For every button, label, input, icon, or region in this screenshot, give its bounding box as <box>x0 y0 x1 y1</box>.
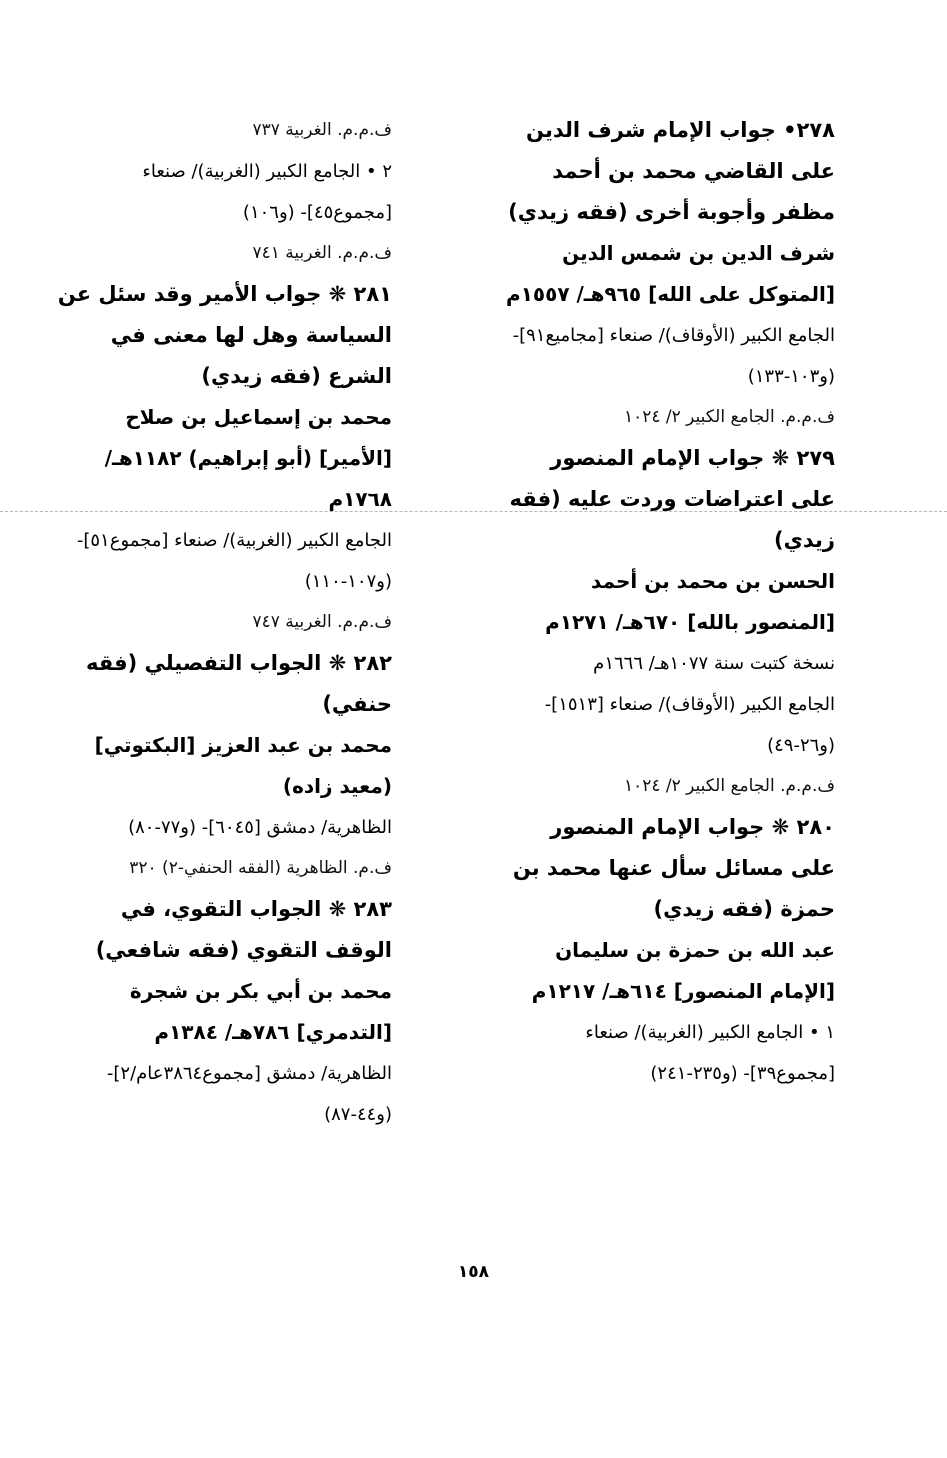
entry-author: شرف الدين بن شمس الدين [المتوكل على الله] ٩٦٥هـ/ ١٥٥٧م <box>506 241 835 306</box>
page-number: ١٥٨ <box>457 1262 490 1282</box>
entry-location: الظاهرية/ دمشق [٦٠٤٥]- (و٧٧-٨٠) <box>128 817 392 838</box>
right-column <box>505 110 835 1094</box>
entry-location: الظاهرية/ دمشق [مجموع٣٨٦٤عام/٢]- (و٤٤-٨٧) <box>106 1063 392 1125</box>
entry-author: محمد بن إسماعيل بن صلاح [الأمير] (أبو إبراهيم) ١١٨٢هـ/ ١٧٦٨م <box>104 405 392 511</box>
entry-reference: ف.م. الظاهرية (الفقه الحنفي-٢) ٣٢٠ <box>129 858 392 878</box>
entry-heading-279: ٢٧٩ ❋ جواب الإمام المنصور على اعتراضات وردت عليه (فقه زيدي) <box>509 446 835 552</box>
entry-reference: ف.م.م. الغربية ٧٤٧ <box>252 612 392 632</box>
entry-heading-281: ٢٨١ ❋ جواب الأمير وقد سئل عن السياسة وهل لها معنى في الشرع (فقه زيدي) <box>57 282 392 388</box>
entry-location: الجامع الكبير (الغربية)/ صنعاء [مجموع٥١]- (و١٠٧-١١٠) <box>76 530 392 592</box>
entry-location: ١ • الجامع الكبير (الغربية)/ صنعاء [مجموع٣٩]- (و٢٣٥-٢٤١) <box>585 1022 835 1084</box>
entry-location: الجامع الكبير (الأوقاف)/ صنعاء [١٥١٣]- (و٢٦-٤٩) <box>544 694 835 756</box>
entry-author: محمد بن أبي بكر بن شجرة [التدمري] ٧٨٦هـ/ ١٣٨٤م <box>129 979 392 1044</box>
entry-reference: ف.م.م. الجامع الكبير ٢/ ١٠٢٤ <box>623 407 835 427</box>
left-column <box>57 110 392 1135</box>
entry-reference: ف.م.م. الجامع الكبير ٢/ ١٠٢٤ <box>623 776 835 796</box>
entry-author: الحسن بن محمد بن أحمد [المنصور بالله] ٦٧٠هـ/ ١٢٧١م <box>545 569 835 634</box>
entry-heading-278: ٢٧٨• جواب الإمام شرف الدين على القاضي محمد بن أحمد مظفر وأجوبة أخرى (فقه زيدي) <box>508 118 835 224</box>
entry-author: عبد الله بن حمزة بن سليمان [الإمام المنصور] ٦١٤هـ/ ١٢١٧م <box>531 938 835 1003</box>
entry-location: الجامع الكبير (الأوقاف)/ صنعاء [مجاميع٩١]- (و١٠٣-١٣٣) <box>512 325 835 387</box>
entry-note: نسخة كتبت سنة ١٠٧٧هـ/ ١٦٦٦م <box>593 653 835 674</box>
entry-reference: ف.م.م. الغربية ٧٤١ <box>252 243 392 263</box>
entry-heading-280: ٢٨٠ ❋ جواب الإمام المنصور على مسائل سأل عنها محمد بن حمزة (فقه زيدي) <box>512 815 835 921</box>
entry-heading-283: ٢٨٣ ❋ الجواب التقوي، في الوقف التقوي (فقه شافعي) <box>95 897 392 962</box>
entry-reference: ف.م.م. الغربية ٧٣٧ <box>252 120 392 140</box>
entry-heading-282: ٢٨٢ ❋ الجواب التفصيلي (فقه حنفي) <box>85 651 392 716</box>
entry-location: ٢ • الجامع الكبير (الغربية)/ صنعاء [مجموع٤٥]- (و١٠٦) <box>142 161 392 223</box>
entry-author: محمد بن عبد العزيز [البكتوتي] (معيد زاده) <box>94 733 392 798</box>
